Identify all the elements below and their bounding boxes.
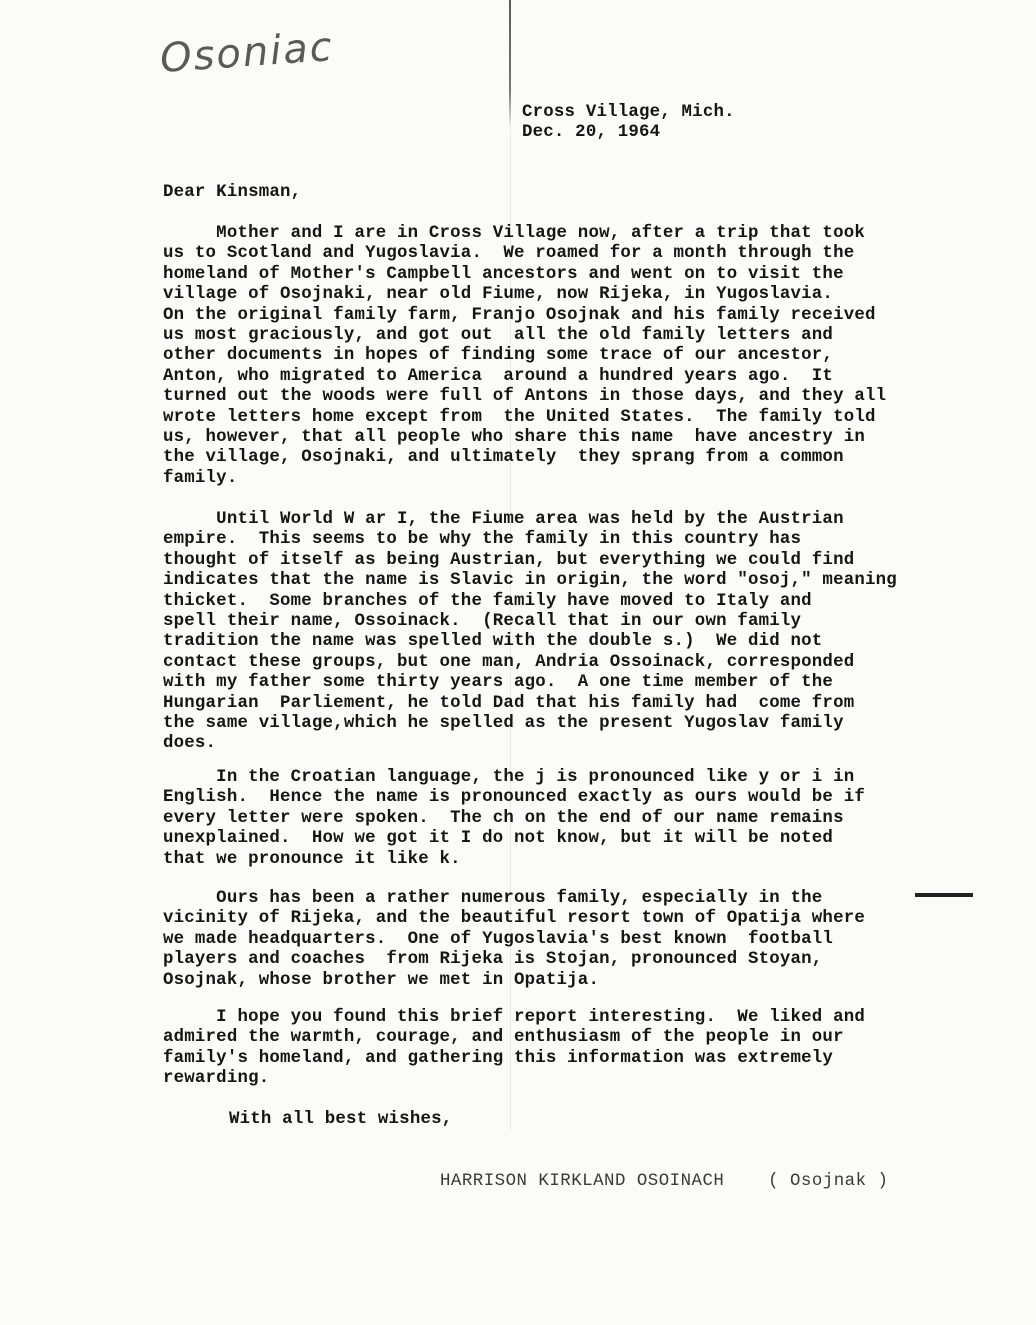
signature-name: HARRISON KIRKLAND OSOINACH bbox=[440, 1172, 725, 1191]
paragraph-5: I hope you found this brief report interesting. We liked and admired the warmth, courage, and enthusiasm of the people in our family's homeland, and gathering this information was extremely rewarding. bbox=[163, 1008, 865, 1089]
place-line: Cross Village, Mich. bbox=[522, 103, 735, 122]
paragraph-3: In the Croatian language, the j is pronounced like y or i in English. Hence the name is pronounced exactly as ours would be if every letter were spoken. The ch on the end of our name remains unexplained. How we got it I do not know, but it will be noted that we pronounce it like k. bbox=[163, 768, 865, 869]
letter-header bbox=[522, 103, 735, 143]
paragraph-1: Mother and I are in Cross Village now, after a trip that took us to Scotland and Yugoslavia. We roamed for a month through the homeland of Mother's Campbell ancestors and went on to visit the village of Osojnaki, near old Fiume, now Rijeka, in Yugoslavia. On the original family farm, Franjo Osojnak and his family received us most graciously, and got out all the old family letters and other documents in hopes of finding some trace of our ancestor, Anton, who migrated to America around a hundred years ago. It turned out the woods were full of Antons in those days, and they all wrote letters home except from the United States. The family told us, however, that all people who share this name have ancestry in the village, Osojnaki, and ultimately they sprang from a common family. bbox=[163, 224, 887, 488]
strikethrough-mark bbox=[915, 893, 973, 897]
signature bbox=[440, 1172, 888, 1191]
paragraph-4: Ours has been a rather numerous family, especially in the vicinity of Rijeka, and the beautiful resort town of Opatija where we made headquarters. One of Yugoslavia's best known football players and coaches from Rijeka is Stojan, pronounced Stoyan, Osojnak, whose brother we met in Opatija. bbox=[163, 889, 865, 990]
date-line: Dec. 20, 1964 bbox=[522, 123, 661, 142]
signature-alt: ( Osojnak ) bbox=[768, 1172, 889, 1191]
salutation: Dear Kinsman, bbox=[163, 183, 302, 202]
fold-line bbox=[509, 0, 511, 130]
closing: With all best wishes, bbox=[229, 1110, 453, 1129]
handwritten-note: Osoniac bbox=[158, 23, 336, 83]
paragraph-2: Until World W ar I, the Fiume area was held by the Austrian empire. This seems to be why the family in this country has thought of itself as being Austrian, but everything we could find indicates that the name is Slavic in origin, the word "osoj," meaning thicket. Some branches of the family have moved to Italy and spell their name, Ossoinack. (Recall that in our own family tradition the name was spelled with the double s.) We did not contact these groups, but one man, Andria Ossoinack, corresponded with my father some thirty years ago. A one time member of the Hungarian Parliement, he told Dad that his family had come from the same village,which he spelled as the present Yugoslav family does. bbox=[163, 510, 897, 754]
